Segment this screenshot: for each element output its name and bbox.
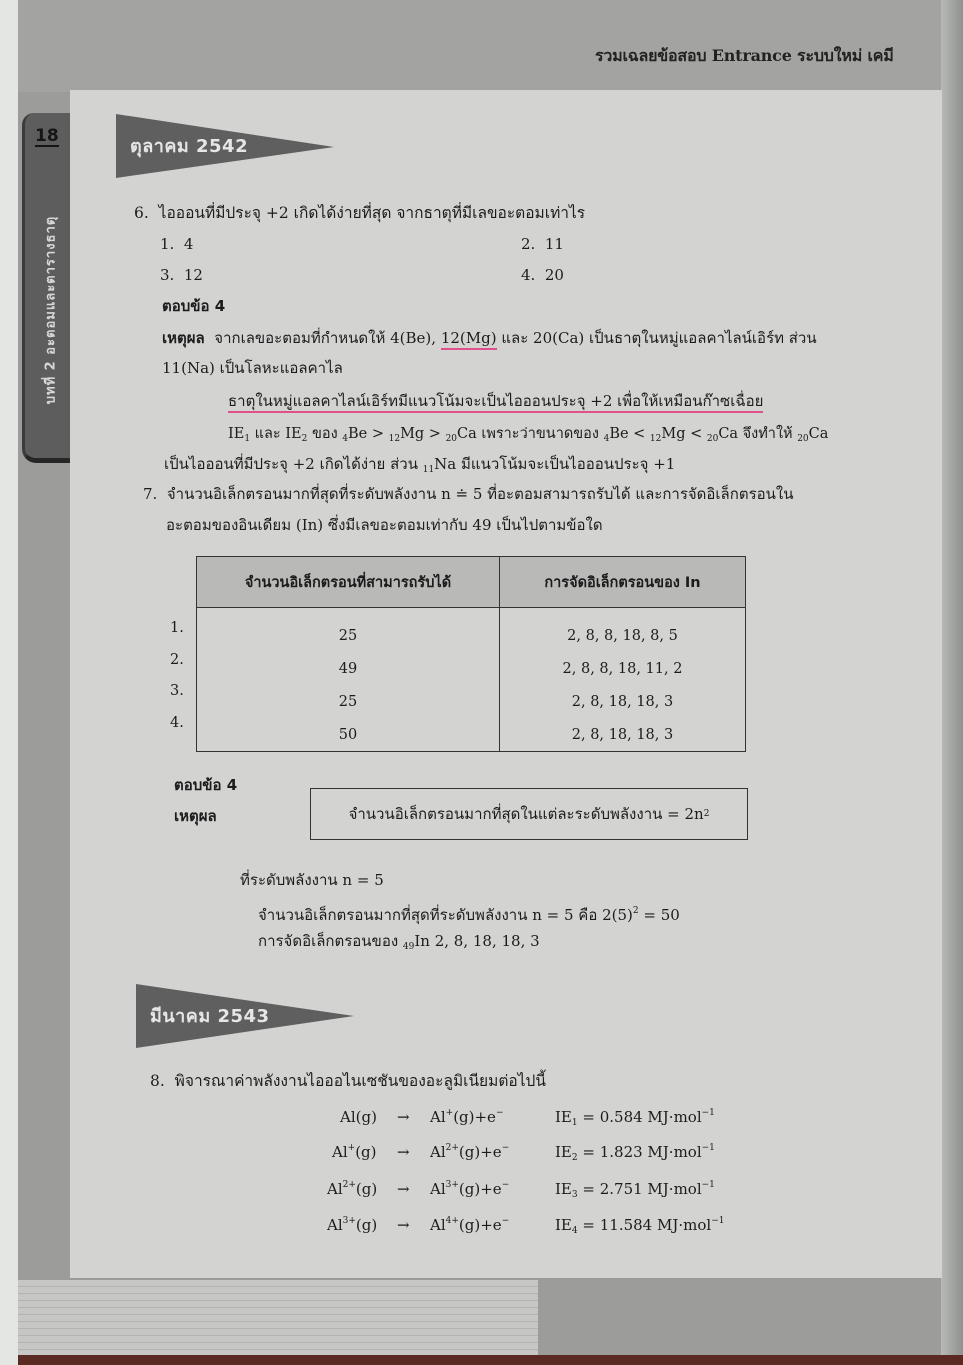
page-stack-lines xyxy=(18,1280,538,1365)
section-pennant-oct-2542 xyxy=(116,114,336,174)
q6-conclusion: เป็นไอออนที่มีประจุ +2 เกิดได้ง่าย ส่วน $_{11}$Na มีแนวโน้มจะเป็นไอออนประจุ +1 xyxy=(164,455,676,475)
q6-choice-4: 4. 20 xyxy=(521,266,564,284)
table-row: 25 2, 8, 18, 18, 3 xyxy=(197,685,746,718)
page-edge-shadow xyxy=(941,0,963,1365)
ie-reaction-4: $Al^{3+}(g)$ → $Al^{4+}(g)+e^-$ $IE_4 = 11.584$ MJ·mol$^{-1}$ xyxy=(327,1216,725,1236)
q7-indium-config: การจัดอิเล็กตรอนของ $_{49}$In 2, 8, 18, 18, 3 xyxy=(258,932,540,952)
q6-question: 6. ไอออนที่มีประจุ +2 เกิดได้ง่ายที่สุด จากธาตุที่มีเลขอะตอมเท่าไร xyxy=(134,204,586,222)
running-header: รวมเฉลยข้อสอบ Entrance ระบบใหม่ เคมี xyxy=(595,46,894,65)
table-row: 25 2, 8, 8, 18, 8, 5 xyxy=(197,608,746,653)
q6-highlighted-note: ธาตุในหมู่แอลคาไลน์เอิร์ทมีแนวโน้มจะเป็นไอออนประจุ +2 เพื่อให้เหมือนก๊าซเฉื่อย xyxy=(228,391,763,411)
chapter-label: บทที่ 2 อะตอมและตารางธาตุ xyxy=(43,215,59,405)
ie-reaction-1: Al(g) → Al+(g)+e− $IE_1 = 0.584$ MJ·mol$^{-1}$ xyxy=(340,1108,715,1128)
row-number: 2. xyxy=(170,652,184,668)
book-cover-edge xyxy=(18,1355,963,1365)
row-number: 3. xyxy=(170,683,184,699)
section-label: ตุลาคม 2542 xyxy=(130,136,249,157)
q7-max-electrons: จำนวนอิเล็กตรอนมากที่สุดที่ระดับพลังงาน n = 5 คือ $2(5)^2 = 50$ xyxy=(258,906,680,924)
table-row: 50 2, 8, 18, 18, 3 xyxy=(197,718,746,752)
q6-ie-comparison: $IE_1$ และ $IE_2$ ของ $_4$Be > $_{12}$Mg > $_{20}$Ca เพราะว่าขนาดของ $_4$Be < $_{12}$Mg < $_{20}$Ca จึงทำให้ $_{20}$Ca xyxy=(228,426,829,444)
q7-question-line1: 7. จำนวนอิเล็กตรอนมากที่สุดที่ระดับพลังงาน n ≐ 5 ที่อะตอมสามารถรับได้ และการจัดอิเล็กตรอนใน xyxy=(143,485,794,503)
q6-reason-line2: 11(Na) เป็นโลหะแอลคาไล xyxy=(162,359,343,377)
q7-reason-label: เหตุผล xyxy=(174,807,217,825)
q7-level-line: ที่ระดับพลังงาน n = 5 xyxy=(240,871,384,889)
q8-question: 8. พิจารณาค่าพลังงานไอออไนเซชันของอะลูมิเนียมต่อไปนี้ xyxy=(150,1072,546,1090)
table-header-capacity: จำนวนอิเล็กตรอนที่สามารถรับได้ xyxy=(197,557,500,608)
row-number: 4. xyxy=(170,715,184,731)
q7-question-line2: อะตอมของอินเดียม (In) ซึ่งมีเลขอะตอมเท่ากับ 49 เป็นไปตามข้อใด xyxy=(166,516,603,534)
q6-answer: ตอบข้อ 4 xyxy=(162,297,226,315)
page-number: 18 xyxy=(35,126,59,146)
q6-choice-2: 2. 11 xyxy=(521,235,564,253)
section-label: มีนาคม 2543 xyxy=(150,1006,270,1027)
ie-reaction-3: $Al^{2+}(g)$ → $Al^{3+}(g)+e^-$ $IE_3 = 2.751$ MJ·mol$^{-1}$ xyxy=(327,1180,715,1200)
ie-reaction-2: Al+(g) → $Al^{2+}(g)+e^-$ $IE_2 = 1.823$ MJ·mol$^{-1}$ xyxy=(332,1143,715,1163)
page-gutter xyxy=(0,0,18,1365)
q6-choice-3: 3. 12 xyxy=(160,266,203,284)
section-pennant-mar-2543 xyxy=(136,984,356,1044)
formula-box: จำนวนอิเล็กตรอนมากที่สุดในแต่ละระดับพลังงาน = 2n 2 xyxy=(310,788,748,840)
row-number: 1. xyxy=(170,620,184,636)
q7-choices-table xyxy=(196,556,746,752)
table-row: 49 2, 8, 8, 18, 11, 2 xyxy=(197,652,746,685)
q7-answer: ตอบข้อ 4 xyxy=(174,776,238,794)
table-header-config: การจัดอิเล็กตรอนของ In xyxy=(500,557,746,608)
q6-reason-line1: เหตุผล จากเลขอะตอมที่กำหนดให้ 4(Be), 12(Mg) และ 20(Ca) เป็นธาตุในหมู่แอลคาไลน์เอิร์ท ส่วน xyxy=(162,328,817,348)
q6-choice-1: 1. 4 xyxy=(160,235,194,253)
